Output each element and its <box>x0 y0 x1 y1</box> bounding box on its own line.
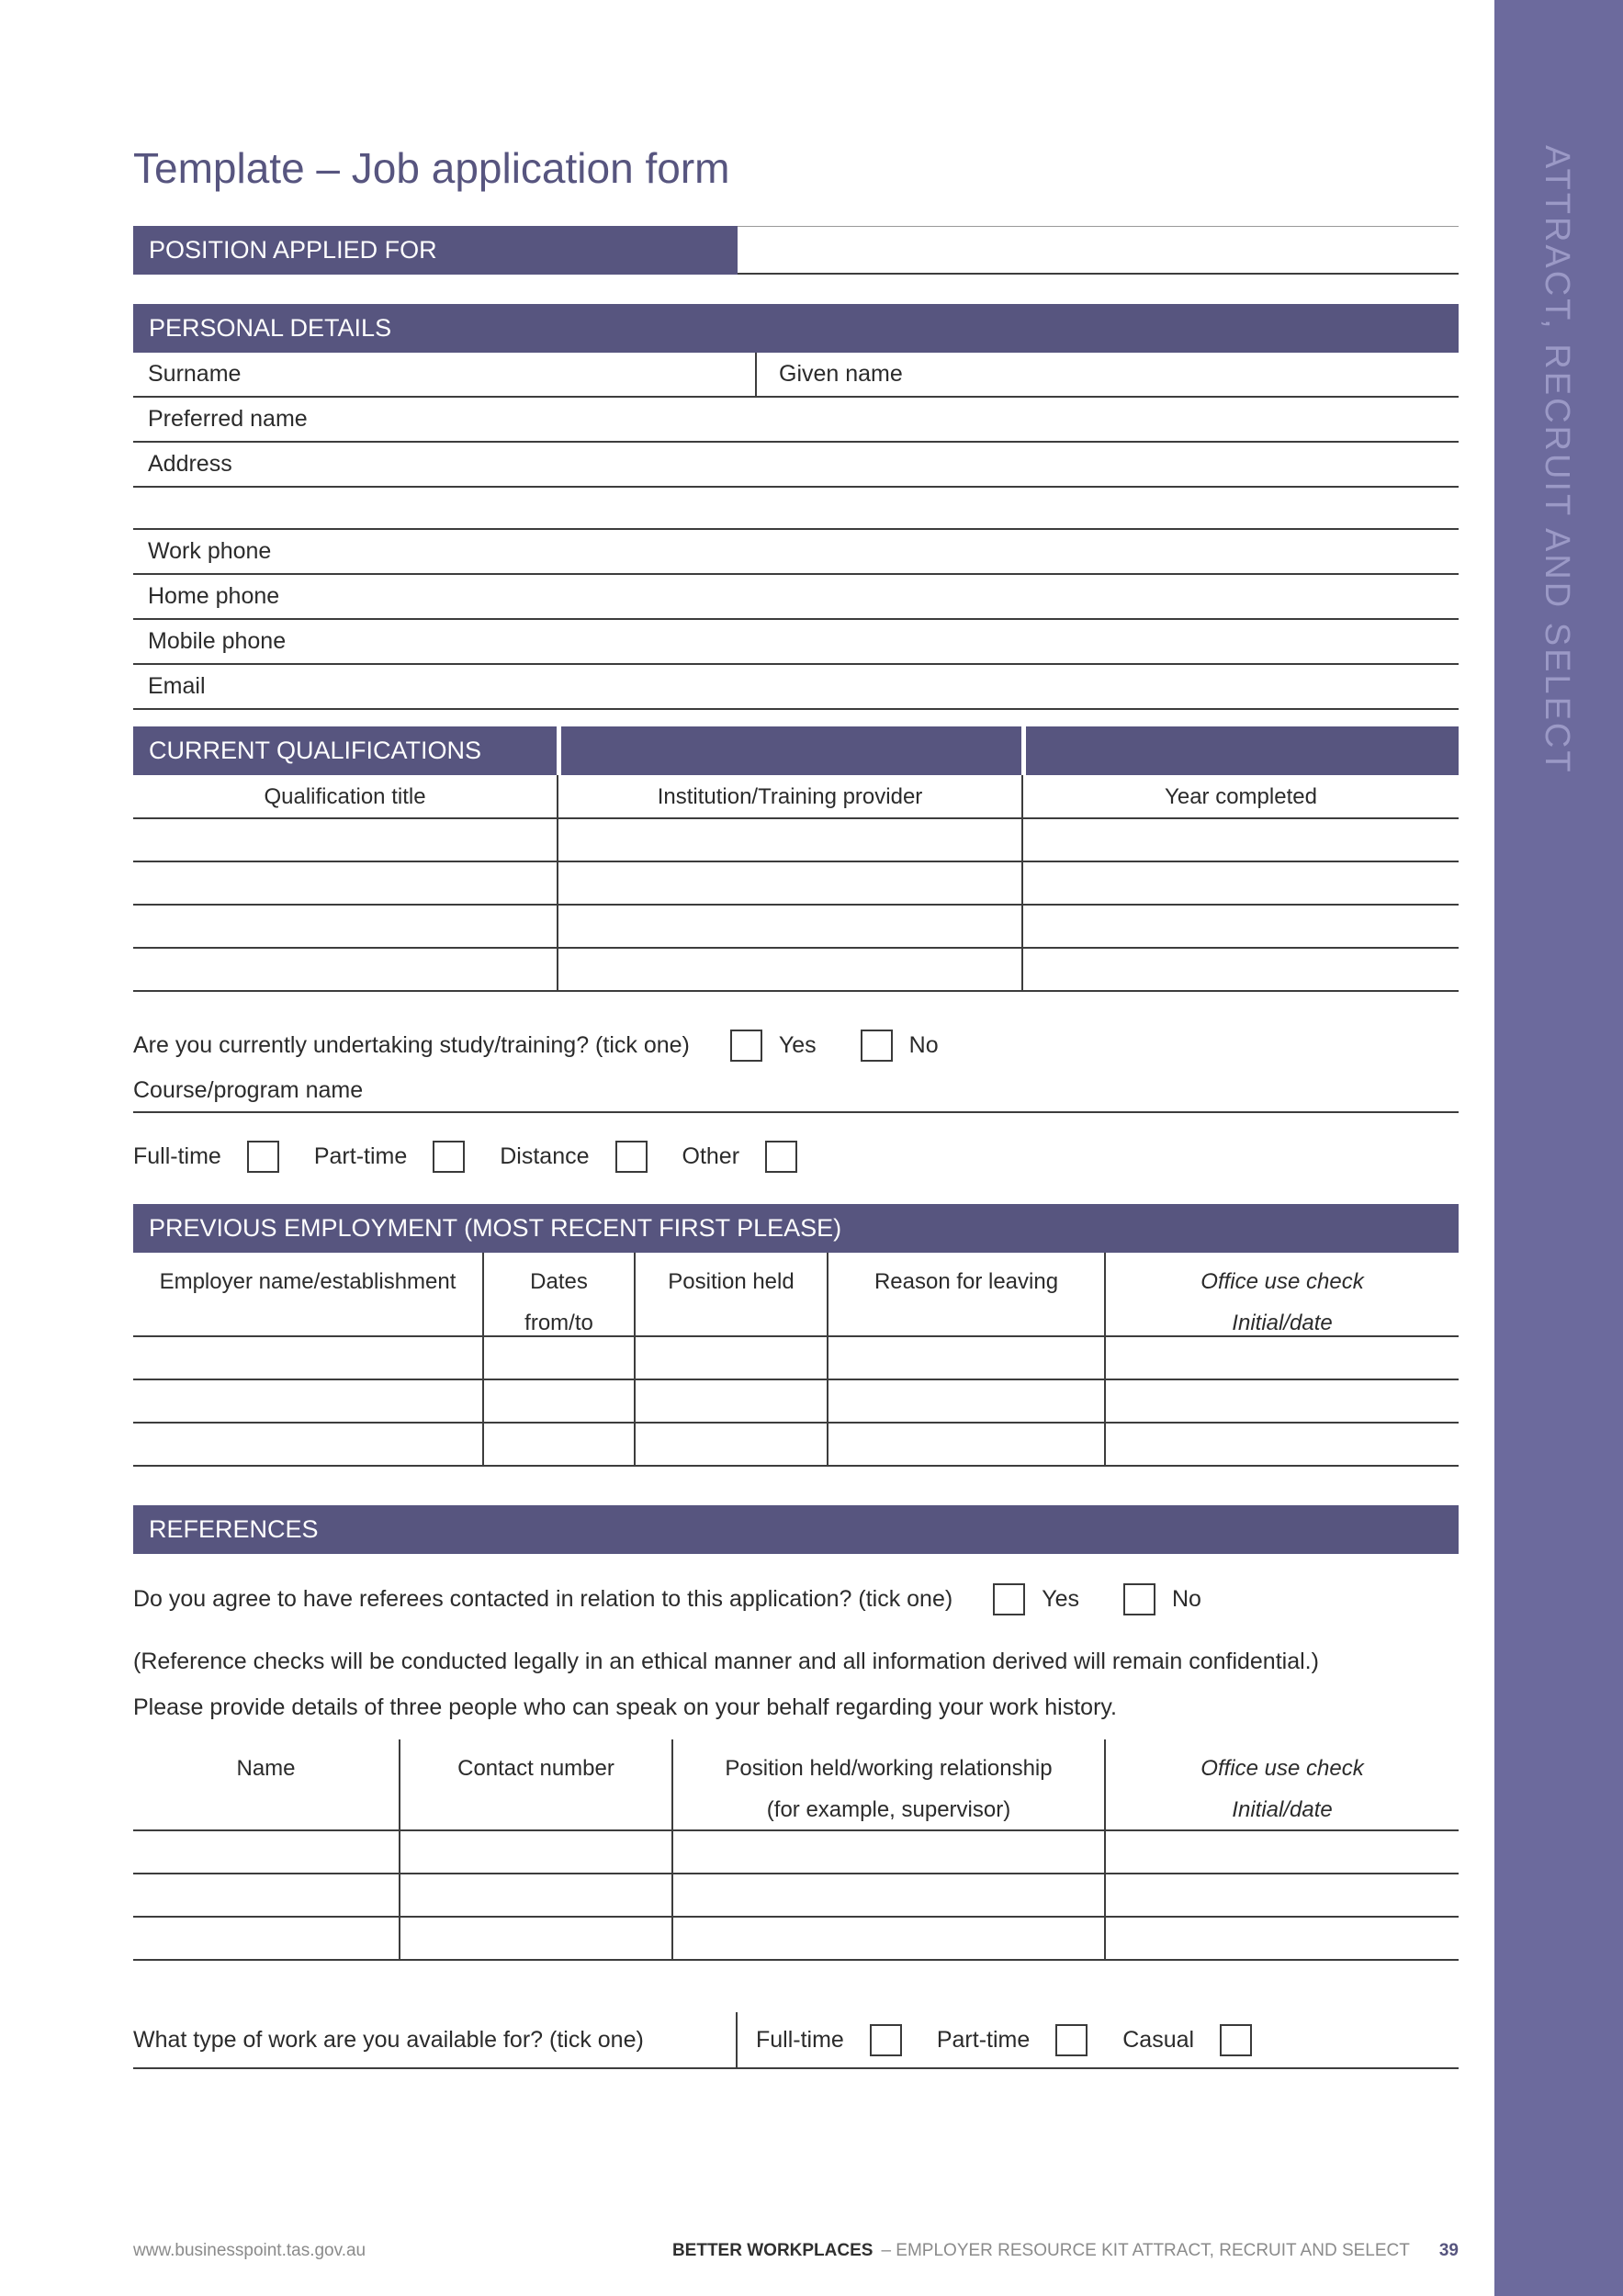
reason-leaving-column-header <box>827 1253 1104 1335</box>
footer-right-group <box>672 2241 1459 2261</box>
side-tab-label: ATTRACT, RECRUIT AND SELECT <box>1538 145 1576 775</box>
office-use-cell[interactable] <box>1104 1337 1459 1379</box>
year-completed-cell[interactable] <box>1021 862 1459 904</box>
institution-cell[interactable] <box>557 862 1021 904</box>
form-content <box>133 0 1459 2069</box>
referee-consent-row <box>133 1578 1459 1620</box>
year-completed-cell[interactable] <box>1021 906 1459 947</box>
referee-row <box>133 1831 1459 1874</box>
year-completed-cell[interactable] <box>1021 819 1459 861</box>
references-header: REFERENCES <box>133 1505 1459 1554</box>
qualifications-bar-segment <box>1021 726 1459 775</box>
year-completed-column-header: Year completed <box>1021 775 1459 817</box>
avail-casual-label: Casual <box>1122 2026 1195 2053</box>
position-held-column-line1: Position held <box>668 1269 795 1294</box>
dates-column-line2: from/to <box>524 1311 593 1335</box>
referee-row <box>133 1918 1459 1961</box>
home-phone-field[interactable] <box>133 575 1459 620</box>
relationship-cell[interactable] <box>671 1918 1104 1959</box>
address-label: Address <box>148 451 232 477</box>
institution-column-header: Institution/Training provider <box>557 775 1021 817</box>
referee-name-cell[interactable] <box>133 1874 399 1916</box>
other-label: Other <box>682 1143 740 1169</box>
surname-field[interactable] <box>133 353 755 396</box>
part-time-checkbox[interactable] <box>433 1141 465 1173</box>
dates-cell[interactable] <box>482 1337 634 1379</box>
relationship-column-header <box>671 1739 1104 1829</box>
contact-number-cell[interactable] <box>399 1918 671 1959</box>
work-phone-field[interactable] <box>133 530 1459 575</box>
consent-no-checkbox[interactable] <box>1123 1583 1155 1615</box>
reference-notes <box>133 1638 1459 1730</box>
avail-full-time-checkbox[interactable] <box>870 2024 902 2056</box>
full-time-label: Full-time <box>133 1143 221 1169</box>
consent-no-label: No <box>1171 1585 1201 1612</box>
availability-options <box>738 2012 1459 2067</box>
name-row <box>133 353 1459 398</box>
dates-column-header <box>482 1253 634 1335</box>
reason-leaving-cell[interactable] <box>827 1337 1104 1379</box>
page-footer <box>133 2241 1459 2261</box>
availability-question: What type of work are you available for? (tick one) <box>133 2026 644 2053</box>
avail-full-time-label: Full-time <box>756 2026 844 2053</box>
relationship-column-line1: Position held/working relationship <box>725 1756 1053 1781</box>
position-applied-header: POSITION APPLIED FOR <box>133 226 738 275</box>
avail-casual-checkbox[interactable] <box>1220 2024 1252 2056</box>
office-use-cell[interactable] <box>1104 1831 1459 1873</box>
avail-part-time-checkbox[interactable] <box>1055 2024 1088 2056</box>
year-completed-cell[interactable] <box>1021 949 1459 990</box>
employer-name-cell[interactable] <box>133 1424 482 1465</box>
office-use-column-header <box>1104 1739 1459 1829</box>
page-title: Template – Job application form <box>133 144 730 192</box>
course-name-field[interactable] <box>133 1069 1459 1113</box>
referee-name-column-header <box>133 1739 399 1829</box>
dates-cell[interactable] <box>482 1380 634 1422</box>
distance-checkbox[interactable] <box>615 1141 648 1173</box>
course-name-label: Course/program name <box>133 1076 364 1103</box>
footer-brand: BETTER WORKPLACES <box>671 2241 873 2260</box>
qualification-title-cell[interactable] <box>133 906 557 947</box>
consent-yes-label: Yes <box>1042 1585 1079 1612</box>
relationship-cell[interactable] <box>671 1831 1104 1873</box>
footer-kit-text: – EMPLOYER RESOURCE KIT ATTRACT, RECRUIT AND SELECT <box>881 2241 1410 2260</box>
position-held-cell[interactable] <box>634 1424 827 1465</box>
qualifications-table-header <box>133 775 1459 819</box>
referee-name-cell[interactable] <box>133 1918 399 1959</box>
dates-cell[interactable] <box>482 1424 634 1465</box>
contact-number-cell[interactable] <box>399 1874 671 1916</box>
full-time-checkbox[interactable] <box>247 1141 279 1173</box>
study-mode-options <box>133 1141 1459 1173</box>
dates-column-line1: Dates <box>530 1269 588 1294</box>
availability-row <box>133 2012 1459 2069</box>
study-no-label: No <box>908 1031 939 1058</box>
qualification-row <box>133 949 1459 992</box>
position-held-cell[interactable] <box>634 1337 827 1379</box>
employment-row <box>133 1380 1459 1424</box>
study-mode-option <box>133 1141 279 1173</box>
work-phone-label: Work phone <box>148 538 272 564</box>
relationship-cell[interactable] <box>671 1874 1104 1916</box>
employment-row <box>133 1337 1459 1380</box>
qualification-title-cell[interactable] <box>133 862 557 904</box>
referee-consent-question: Do you agree to have referees contacted in relation to this application? (tick one) <box>133 1585 953 1612</box>
given-name-label: Given name <box>779 361 903 387</box>
office-use-column-line1: Office use check <box>1200 1269 1364 1294</box>
contact-number-cell[interactable] <box>399 1831 671 1873</box>
office-use-cell[interactable] <box>1104 1918 1459 1959</box>
avail-part-time-label: Part-time <box>936 2026 1031 2053</box>
position-applied-row <box>133 226 1459 275</box>
personal-details-header: PERSONAL DETAILS <box>133 304 1459 353</box>
part-time-label: Part-time <box>313 1143 408 1169</box>
address-field-line2[interactable] <box>133 488 1459 530</box>
references-table <box>133 1739 1459 1961</box>
surname-label: Surname <box>148 361 242 387</box>
office-use-cell[interactable] <box>1104 1874 1459 1916</box>
study-mode-option <box>500 1141 647 1173</box>
reason-leaving-cell[interactable] <box>827 1380 1104 1422</box>
address-field[interactable] <box>133 443 1459 488</box>
footer-website: www.businesspoint.tas.gov.au <box>133 2241 366 2260</box>
study-mode-option <box>682 1141 798 1173</box>
office-use-column-line2: Initial/date <box>1232 1797 1333 1822</box>
side-tab <box>1494 0 1623 2296</box>
study-question-row <box>133 1025 1459 1065</box>
references-table-header <box>133 1739 1459 1831</box>
position-held-cell[interactable] <box>634 1380 827 1422</box>
mobile-phone-label: Mobile phone <box>148 628 287 654</box>
reference-note-line2: Please provide details of three people who can speak on your behalf regarding your work history. <box>133 1694 1117 1720</box>
mobile-phone-field[interactable] <box>133 620 1459 665</box>
employer-name-column-line1: Employer name/establishment <box>159 1269 456 1294</box>
study-no-checkbox[interactable] <box>861 1030 893 1062</box>
availability-option <box>756 2024 902 2056</box>
institution-cell[interactable] <box>557 906 1021 947</box>
study-question-text: Are you currently undertaking study/training? (tick one) <box>133 1031 690 1058</box>
footer-page-number: 39 <box>1438 2241 1459 2260</box>
institution-cell[interactable] <box>557 819 1021 861</box>
availability-option <box>1122 2024 1252 2056</box>
current-qualifications-header-bar <box>133 726 1459 775</box>
preferred-name-field[interactable] <box>133 398 1459 443</box>
contact-number-column-header <box>399 1739 671 1829</box>
employment-table-header <box>133 1253 1459 1337</box>
qualification-row <box>133 906 1459 949</box>
previous-employment-header: PREVIOUS EMPLOYMENT (MOST RECENT FIRST PLEASE) <box>133 1204 1459 1253</box>
office-use-cell[interactable] <box>1104 1380 1459 1422</box>
employer-name-cell[interactable] <box>133 1337 482 1379</box>
office-use-column-line2: Initial/date <box>1232 1311 1333 1335</box>
email-label: Email <box>148 673 206 699</box>
given-name-field[interactable] <box>755 353 1459 396</box>
employer-name-column-header <box>133 1253 482 1335</box>
reference-note-line1: (Reference checks will be conducted legally in an ethical manner and all information derived will remain confidential.) <box>133 1649 1319 1674</box>
reason-leaving-cell[interactable] <box>827 1424 1104 1465</box>
qualification-row <box>133 862 1459 906</box>
qualifications-bar-segment <box>557 726 1021 775</box>
qualification-title-column-header: Qualification title <box>264 784 426 809</box>
employer-name-cell[interactable] <box>133 1380 482 1422</box>
distance-label: Distance <box>500 1143 590 1169</box>
institution-cell[interactable] <box>557 949 1021 990</box>
home-phone-label: Home phone <box>148 583 280 609</box>
consent-yes-checkbox[interactable] <box>993 1583 1025 1615</box>
position-held-column-header <box>634 1253 827 1335</box>
study-mode-option <box>314 1141 465 1173</box>
office-use-column-line1: Office use check <box>1200 1756 1364 1781</box>
office-use-cell[interactable] <box>1104 1424 1459 1465</box>
employment-row <box>133 1424 1459 1467</box>
qualification-title-cell[interactable] <box>133 819 557 861</box>
study-yes-checkbox[interactable] <box>730 1030 762 1062</box>
availability-option <box>937 2024 1088 2056</box>
referee-name-cell[interactable] <box>133 1831 399 1873</box>
referee-row <box>133 1874 1459 1918</box>
qualification-title-cell[interactable] <box>133 949 557 990</box>
preferred-name-label: Preferred name <box>148 406 308 432</box>
referee-name-column-line1: Name <box>236 1756 296 1781</box>
current-qualifications-header: CURRENT QUALIFICATIONS <box>133 726 557 775</box>
position-applied-field[interactable] <box>738 226 1459 275</box>
contact-number-column-line1: Contact number <box>457 1756 614 1781</box>
office-use-column-header <box>1104 1253 1459 1335</box>
availability-question-cell <box>133 2012 738 2067</box>
relationship-column-line2: (for example, supervisor) <box>766 1797 1011 1822</box>
qualification-row <box>133 819 1459 862</box>
other-checkbox[interactable] <box>765 1141 797 1173</box>
study-yes-label: Yes <box>778 1031 817 1058</box>
reason-leaving-column-line1: Reason for leaving <box>873 1269 1059 1294</box>
email-field[interactable] <box>133 665 1459 710</box>
